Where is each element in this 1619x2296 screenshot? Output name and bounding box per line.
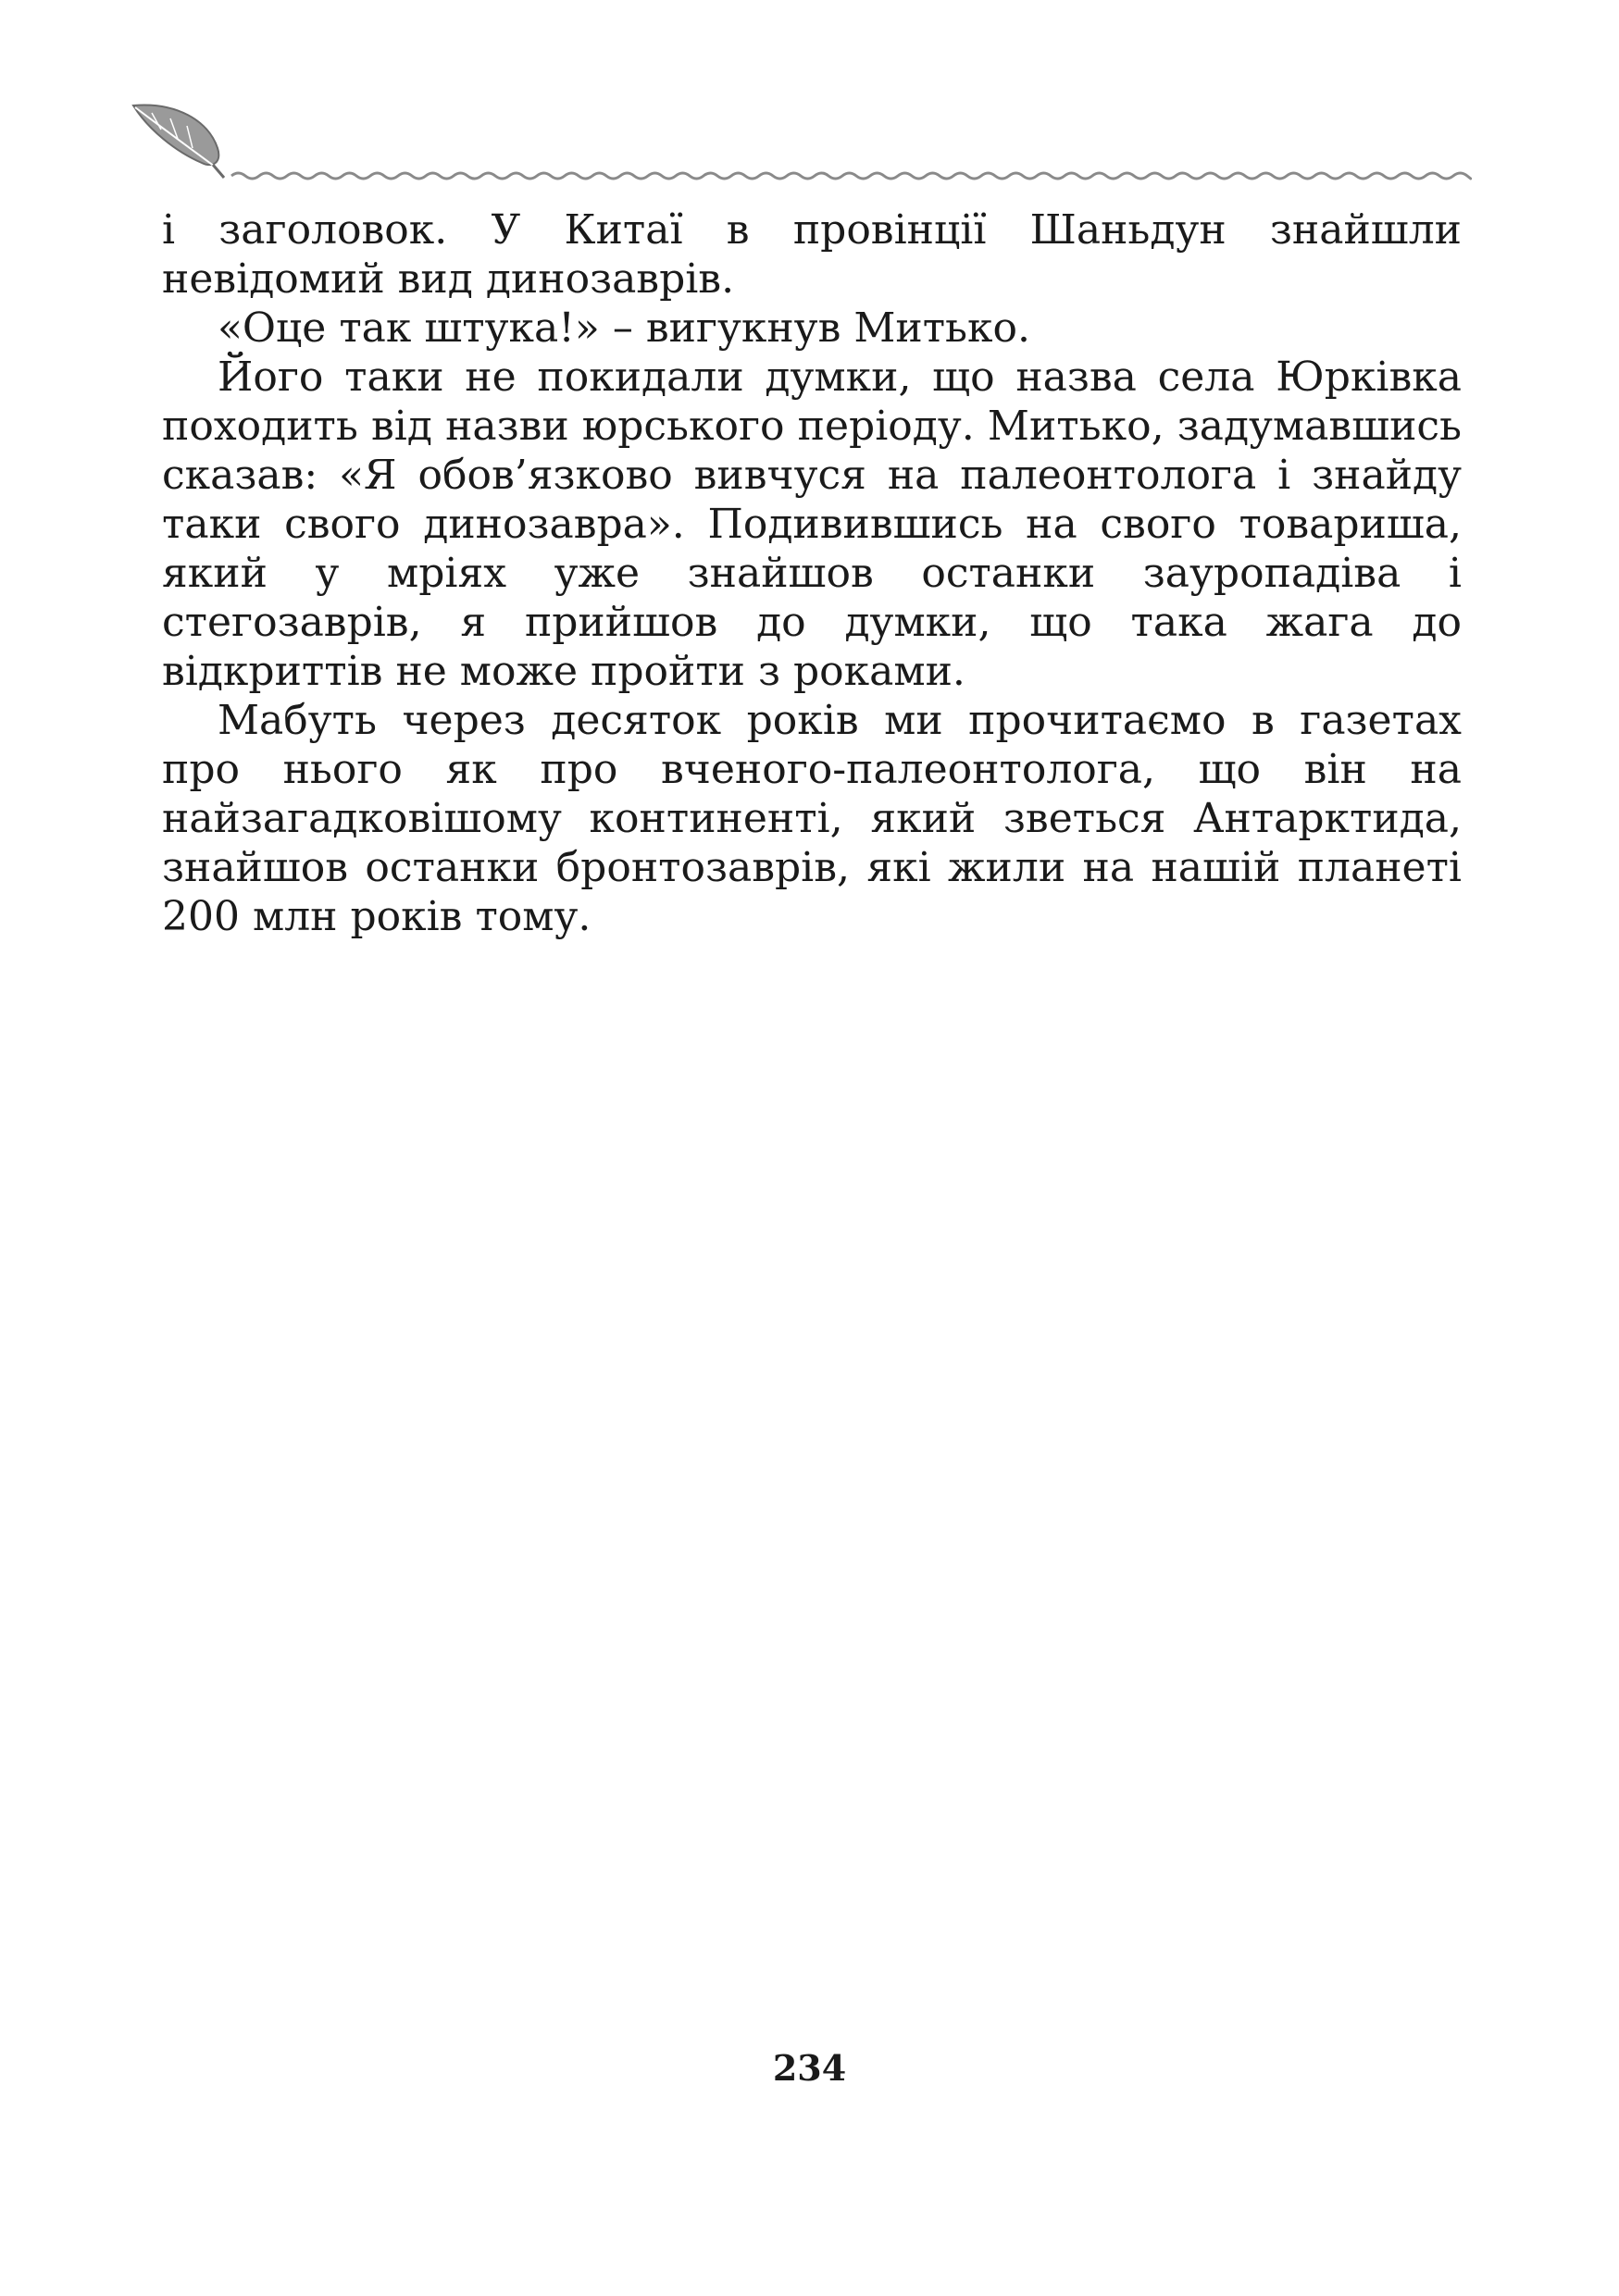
paragraph: і заголовок. У Китаї в провінції Шаньдун знайшли невідомий вид динозаврів. — [162, 206, 1462, 303]
page-number: 234 — [772, 2047, 847, 2089]
body-text — [162, 205, 1462, 941]
feather-quill-icon — [133, 105, 224, 178]
header-ornament — [120, 93, 1472, 194]
paragraph: Його таки не покидали думки, що назва села Юрківка походить від назви юрського періоду. Митько, задумавшись сказав: «Я обов’язково вивчуся на палеонтолога і знайду таки свого динозавра». Подивившись на свого товариша, який у мріях уже знайшов останки зауропадіва і стегозаврів, я прийшов до думки, що така жага до відкриттів не може пройти з роками. — [162, 354, 1462, 695]
paragraph: Мабуть через десяток років ми прочитаємо в газетах про нього як про вченого-палеонтолога, що він на найзагадковішому континенті, який зветься Антарктида, знайшов останки бронтозаврів, які жили на нашій планеті 200 млн років тому. — [162, 697, 1462, 940]
wavy-rule — [231, 173, 1471, 179]
paragraph: «Оце так штука!» – вигукнув Митько. — [218, 304, 1030, 352]
